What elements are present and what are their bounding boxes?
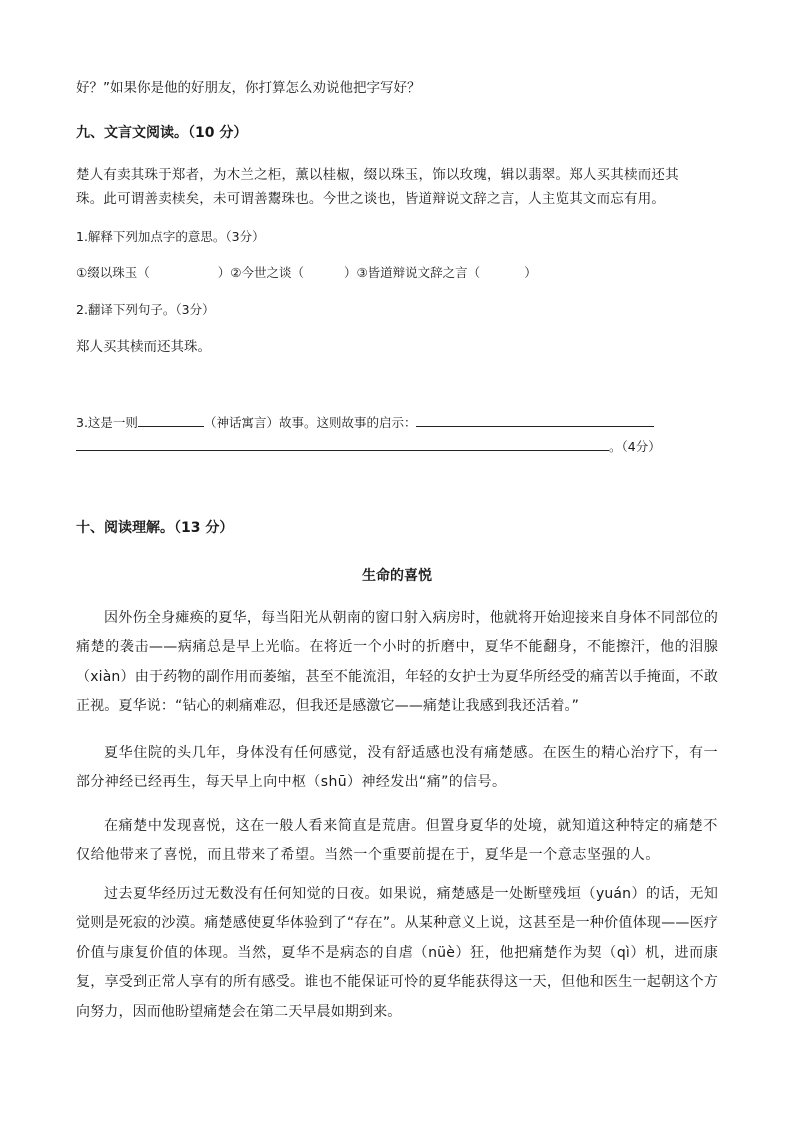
q3-suffix: 。（4分） — [609, 439, 661, 454]
q1-items — [76, 263, 537, 283]
q3-middle: （神话寓言）故事。这则故事的启示： — [203, 415, 417, 430]
classical-passage-line1: 楚人有卖其珠于郑者，为木兰之柜，薰以桂椒，缀以珠玉，饰以玫瑰，辑以翡翠。郑人买其椟而还其 — [76, 167, 679, 183]
article-paragraph: 夏华住院的头几年，身体没有任何感觉，没有舒适感也没有痛楚感。在医生的精心治疗下，有一部分神经已经再生，每天早上向中枢（shū）神经发出“痛”的信号。 — [76, 745, 718, 791]
q1-item2-close: ） — [343, 265, 357, 280]
q3-prefix: 3.这是一则 — [76, 415, 138, 430]
q3-lesson-blank-2[interactable] — [76, 438, 609, 451]
q3-line2 — [76, 437, 661, 457]
article-paragraph: 因外伤全身瘫痪的夏华，每当阳光从朝南的窗口射入病房时，他就将开始迎接来自身体不同部位的痛楚的袭击——病痛总是早上光临。在将近一个小时的折磨中，夏华不能翻身，不能擦汗，他的泪腺（xiàn）由于药物的副作用而萎缩，甚至不能流泪，年轻的女护士为夏华所经受的痛苦以手掩面，不敢正视。夏华说：“钻心的刺痛难忍，但我还是感激它——痛楚让我感到我还活着。” — [76, 610, 718, 715]
q1-item3-close: ） — [524, 265, 537, 280]
q3-line1 — [76, 413, 654, 433]
q1-item3-label: ③皆道辩说文辞之言（ — [356, 265, 481, 280]
q2-sentence: 郑人买其椟而还其珠。 — [76, 339, 211, 355]
q1-item2-label: ②今世之谈（ — [230, 265, 304, 280]
article-paragraph: 在痛楚中发现喜悦，这在一般人看来简直是荒唐。但置身夏华的处境，就知道这种特定的痛楚不仅给他带来了喜悦，而且带来了希望。当然一个重要前提在于，夏华是一个意志坚强的人。 — [76, 818, 718, 864]
q3-lesson-blank-1[interactable] — [416, 414, 654, 427]
article-title: 生命的喜悦 — [362, 568, 432, 584]
q1-prompt: 1.解释下列加点字的意思。（3分） — [76, 229, 265, 244]
section9-heading: 九、文言文阅读。（10 分） — [76, 125, 248, 141]
q3-type-blank[interactable] — [138, 414, 204, 427]
section10-heading: 十、阅读理解。（13 分） — [76, 520, 234, 536]
q8-tail: 好？”如果你是他的好朋友，你打算怎么劝说他把字写好？ — [76, 80, 421, 96]
q2-prompt: 2.翻译下列句子。（3分） — [76, 302, 215, 317]
q1-item1-label: ①缀以珠玉（ — [76, 265, 150, 280]
q1-item1-close: ） — [217, 265, 231, 280]
classical-passage-line2: 珠。此可谓善卖椟矣，未可谓善鬻珠也。今世之谈也，皆道辩说文辞之言，人主览其文而忘有用。 — [76, 191, 666, 207]
article-paragraph: 过去夏华经历过无数没有任何知觉的日夜。如果说，痛楚感是一处断壁残垣（yuán）的话，无知觉则是死寂的沙漠。痛楚感使夏华体验到了“存在”。从某种意义上说，这甚至是一种价值体现——医疗价值与康复价值的体现。当然，夏华不是病态的自虐（nüè）狂，他把痛楚作为契（qì）机，进而康复，享受到正常人享有的所有感受。谁也不能保证可怜的夏华能获得这一天，但他和医生一起朝这个方向努力，因而他盼望痛楚会在第二天早晨如期到来。 — [76, 886, 718, 1020]
